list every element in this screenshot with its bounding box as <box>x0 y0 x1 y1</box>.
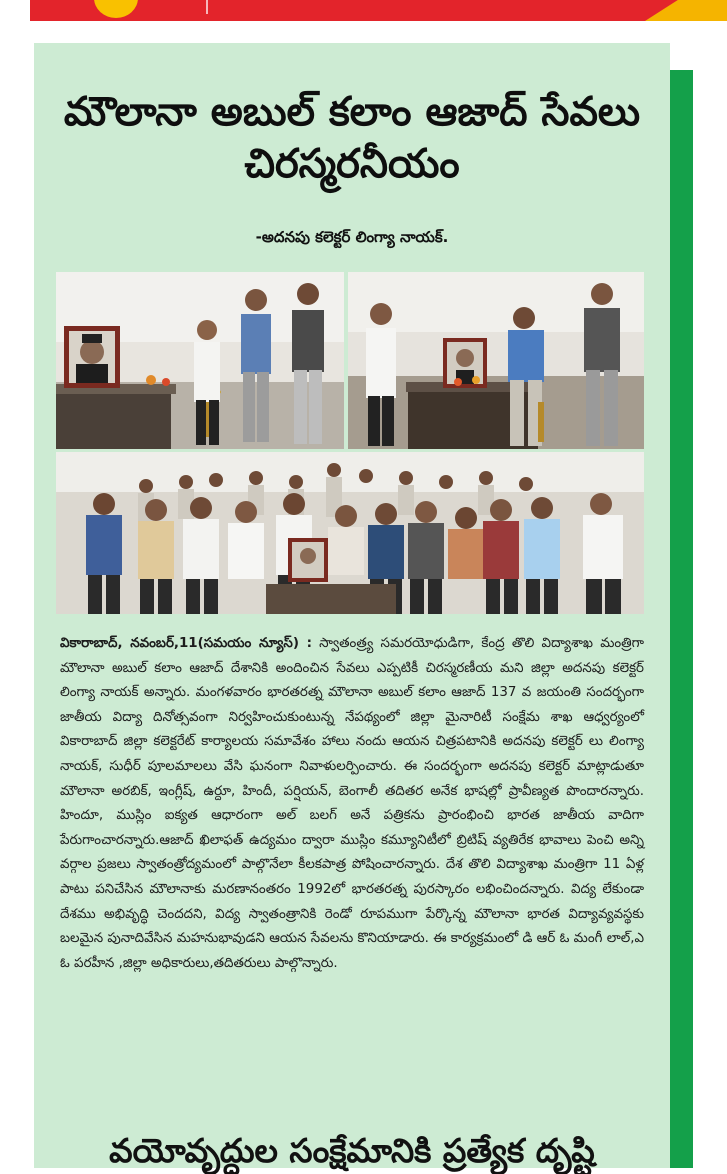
article-byline: -అదనపు కలెక్టర్ లింగ్యా నాయక్. <box>255 228 449 246</box>
masthead-divider <box>206 0 208 14</box>
article-dateline: వికారాబాద్, నవంబర్,11(సమయం న్యూస్) : <box>60 636 312 651</box>
article-body-text: స్వాతంత్ర్య సమరయోధుడిగా, కేంద్ర తొలి విద్యాశాఖ మంత్రిగా మౌలానా అబుల్ కలాం ఆజాద్ దేశానికి అందించిన సేవలు ఎప్పటికీ చిరస్మరణీయ మని జిల్లా అదనపు కలెక్టర్ లింగ్యా నాయక్ అన్నారు. మంగళవారం భారతరత్న మౌలానా అబుల్ కలాం ఆజాద్ 137 వ జయంతి సందర్భంగా జాతీయ విద్యా దినోత్సవంగా నిర్వహించుకుంటున్న నేపథ్యంలో జిల్లా మైనారిటీ సంక్షేమ శాఖ ఆధ్వర్యంలో వికారాబాద్ జిల్లా కలెక్టరేట్ కార్యాలయ సమావేశం హాలు నందు ఆయన చిత్రపటానికి అదనపు కలెక్టర్ లు లింగ్యా నాయక్, సుధీర్ పూలమాలలు వేసి ఘనంగా నివాళులర్పించారు. ఈ సందర్భంగా అదనపు కలెక్టర్ మాట్లాడుతూ మౌలానా అరబిక్, ఇంగ్లీష్, ఉర్దూ, హిందీ, పర్షియన్, బెంగాలీ తదితర అనేక భాషల్లో ప్రావీణ్యత పొందారన్నారు. హిందూ, ముస్లిం ఐక్యత ఆధారంగా అల్ బలగ్ అనే పత్రికను ప్రారంభించి భారత జాతీయ వాదిగా పేరుగాంచారన్నారు.ఆజాద్ ఖిలాఫత్ ఉద్యమం ద్వారా ముస్లిం కమ్యూనిటీలో బ్రిటిష్ వ్యతిరేక భావాలు పెంచి అన్ని వర్గాల ప్రజలు స్వాతంత్రోద్యమంలో పాల్గొనేలా కీలకపాత్ర పోషించారన్నారు. దేశ తొలి విద్యాశాఖ మంత్రిగా 11 ఏళ్ల పాటు పనిచేసిన మౌలానాకు మరణానంతరం 1992లో భారతరత్న పురస్కారం లభించిందన్నారు. విద్య లేకుండా దేశము అభివృద్ధి చెందదని, విద్య స్వాతంత్రానికి రెండో రూపముగా పేర్కొన్న మౌలానా భారత విద్యావ్యవస్థకు బలమైన పునాదివేసిన మహనుభావుడని ఆయన సేవలను కొనియాడారు. ఈ కార్యక్రమంలో డి ఆర్ ఓ మంగీ లాల్,ఎ ఓ పరహీన ,జిల్లా అధికారులు,తదితరులు పాల్గొన్నారు. <box>60 636 644 971</box>
article-headline: మౌలానా అబుల్ కలాం ఆజాద్ సేవలు చిరస్మరనీయం <box>63 89 641 187</box>
masthead-corner <box>645 0 727 21</box>
event-photo-garlanding <box>348 272 644 449</box>
masthead-bar <box>30 0 727 21</box>
article-body <box>60 632 644 976</box>
masthead-logo <box>94 0 138 18</box>
next-article-headline: వయోవృద్ధుల సంక్షేమానికి ప్రత్యేక దృష్టి <box>109 1131 595 1170</box>
event-photo-group <box>56 452 644 614</box>
green-side-strip <box>670 70 693 1168</box>
event-photo-lamp-lighting <box>56 272 344 449</box>
